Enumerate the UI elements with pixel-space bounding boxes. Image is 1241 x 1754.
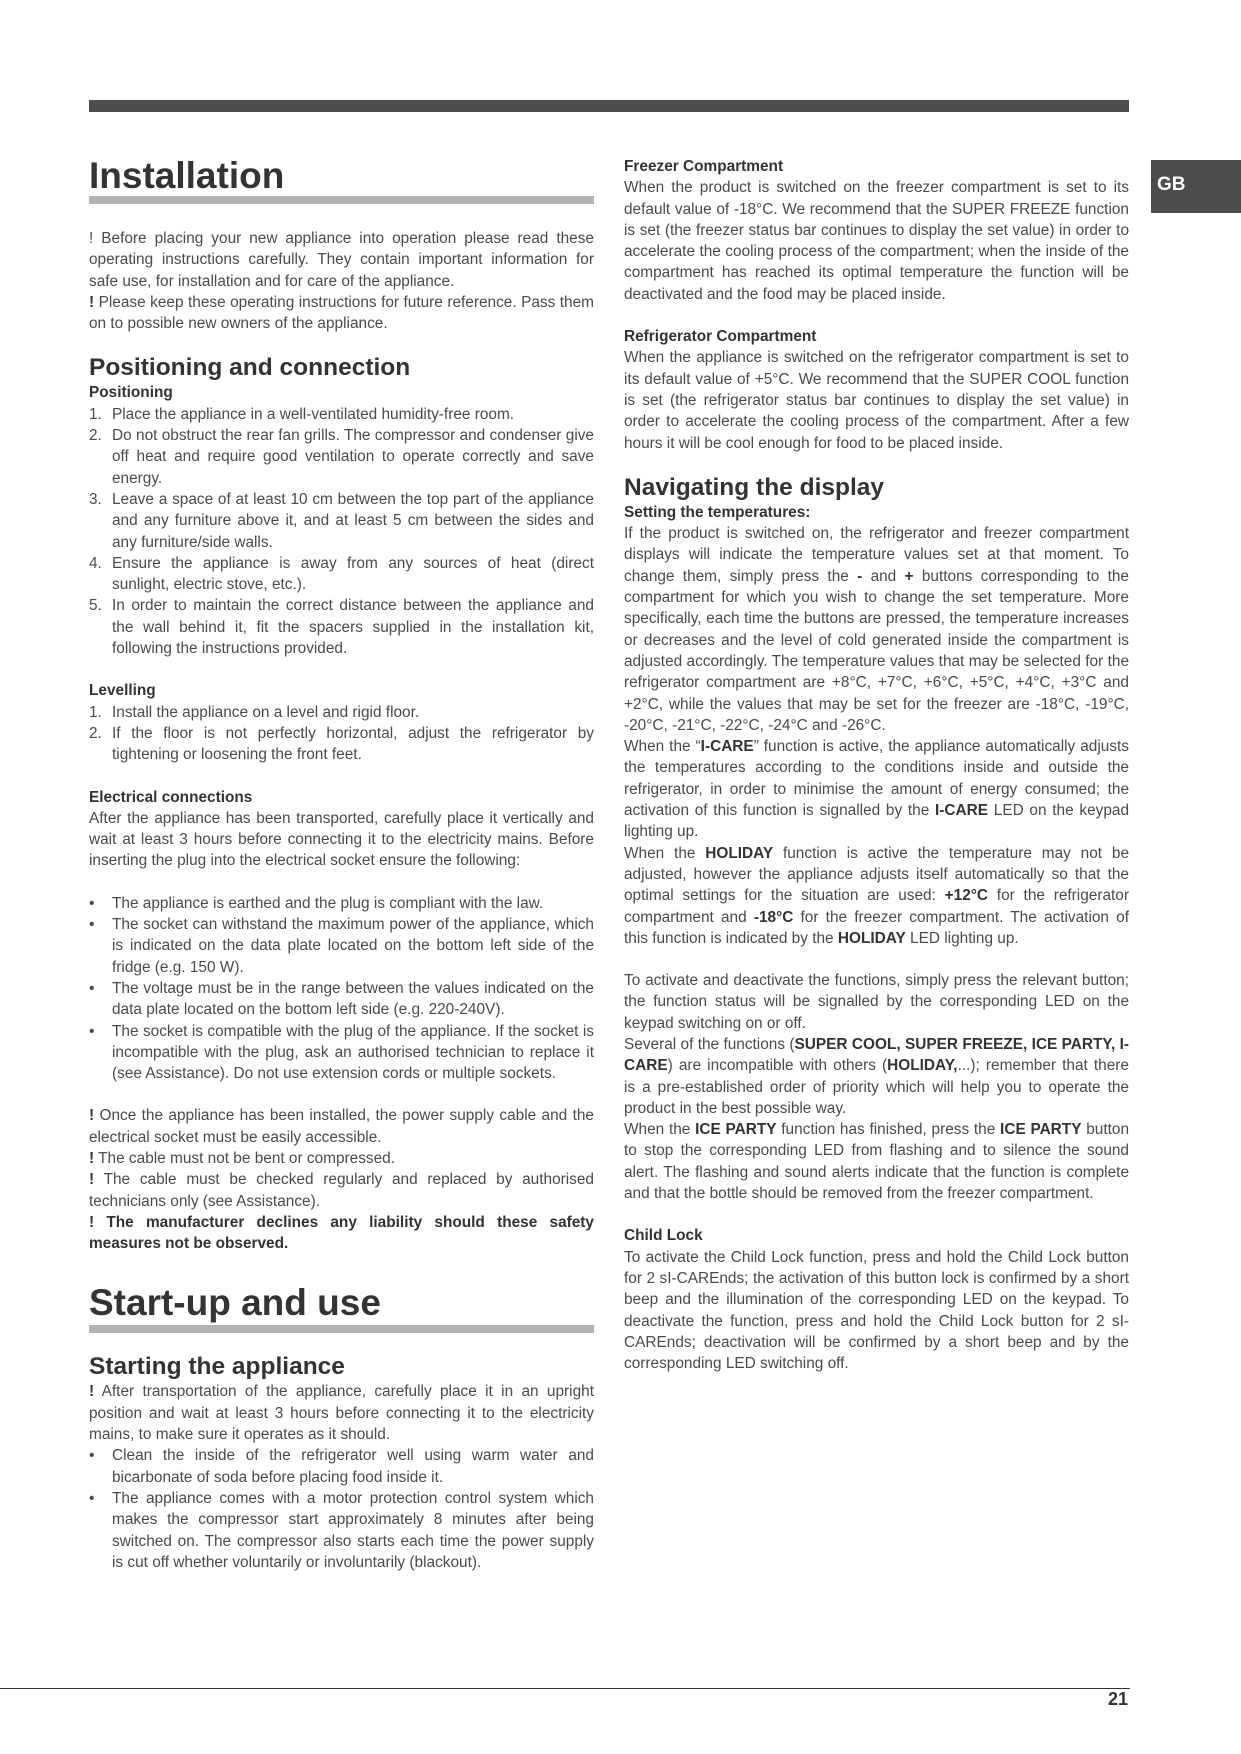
item-text: In order to maintain the correct distance between the appliance and the wall behind it, fit the spacers supplied in the installation kit, following the instructions provided. [112, 597, 594, 658]
starting-appliance-title: Starting the appliance [89, 1353, 345, 1381]
warning-mark: ! [89, 1107, 95, 1125]
left-column [89, 156, 594, 1573]
item-text: The appliance comes with a motor protection control system which makes the compressor start approximately 8 minutes after being switched on. The compressor also starts each time the power supply is cut off whether voluntarily or involuntarily (blackout). [112, 1489, 594, 1571]
text: When the [624, 1121, 696, 1139]
child-lock-text: To activate the Child Lock function, press and hold the Child Lock button for 2 sI-CAREnds; the activation of this button lock is confirmed by a short beep and the illumination of the corresponding LED on the keypad. To deactivate the function, press and hold the Child Lock button for 2 sI-CAREnds; deactivation will be confirmed by a short beep and by the corresponding LED switching off. [624, 1248, 1129, 1373]
navigating-p4: To activate and deactivate the functions, simply press the relevant button; the function status will be signalled by the corresponding LED on the keypad switching on or off. [624, 972, 1129, 1032]
item-text: The voltage must be in the range between the values indicated on the data plate located on the bottom left side (e.g. 220-240V). [112, 979, 594, 1019]
text: function is active the temperature may not be adjusted, however the appliance adjusts itself automatically so that the optimal settings for the situation are used: [624, 844, 1130, 905]
bullet: • [89, 1489, 95, 1507]
warning-3 [89, 1169, 594, 1212]
language-tab: GB [1151, 160, 1241, 213]
text: When the [624, 844, 706, 862]
page-number: 21 [1108, 1689, 1129, 1709]
positioning-connection-title: Positioning and connection [89, 354, 411, 382]
spacer [624, 949, 1129, 970]
spacer [89, 872, 594, 893]
item-number: 4. [89, 554, 102, 572]
item-number: 2. [89, 724, 102, 742]
list-item [89, 553, 594, 596]
item-text: Do not obstruct the rear fan grills. The compressor and condenser give off heat and require good ventilation to operate correctly and save energy. [112, 427, 594, 487]
levelling-title: Levelling [89, 682, 156, 700]
warning-2 [89, 1148, 594, 1169]
warning-text: Once the appliance has been installed, the power supply cable and the electrical socket must be easily accessible. [89, 1107, 594, 1146]
warning-mark: ! [89, 1383, 95, 1401]
item-text: Clean the inside of the refrigerator well using warm water and bicarbonate of soda before placing food inside it. [112, 1447, 594, 1486]
positioning-title: Positioning [89, 384, 173, 402]
text: ...); remember that there is a pre-established order of priority which will help you to operate the product in the best possible way. [624, 1057, 1129, 1117]
item-number: 3. [89, 490, 102, 508]
navigating-p1 [624, 523, 1129, 736]
text: If the product is switched on, the refrigerator and freezer compartment displays will indicate the temperature values set at that moment. To change them, simply press the [624, 525, 1129, 585]
warning-mark: ! [89, 1171, 95, 1189]
bullet: • [89, 979, 95, 997]
levelling-list [89, 702, 594, 766]
text: buttons corresponding to the compartment for which you wish to change the set temperature. More specifically, each time the buttons are pressed, the temperature increases or decreases and the level of cold generated inside the compartment is adjusted accordingly. The temperature values that may be selected for the refrigerator compartment are +8°C, +7°C, +6°C, +5°C, +4°C, +3°C and +2°C, while the values that may be set for the freezer are -18°C, -19°C, -20°C, -21°C, -22°C, -24°C and -26°C. [624, 567, 1129, 734]
bullet: • [89, 1022, 95, 1040]
bullet: • [89, 1447, 95, 1465]
text: and [862, 567, 905, 585]
item-text: If the floor is not perfectly horizontal, adjust the refrigerator by tightening or loosening the front feet. [112, 724, 594, 764]
functions-label: SUPER COOL, SUPER FREEZE, ICE PARTY, I-CARE [624, 1035, 1129, 1075]
warning-mark: ! [89, 293, 95, 311]
starting-list [89, 1445, 594, 1573]
item-text: The socket is compatible with the plug of the appliance. If the socket is incompatible with the plug, ask an authorised technician to replace it (see Assistance). Do not use extension cords or multiple sockets. [112, 1022, 594, 1083]
icare-label: I-CARE [700, 738, 754, 756]
temp-label: -18°C [753, 908, 794, 926]
text: LED on the keypad lighting up. [624, 802, 1130, 841]
ice-party-label: ICE PARTY [695, 1121, 777, 1139]
item-text: Install the appliance on a level and rigid floor. [112, 703, 420, 721]
text: for the refrigerator compartment and [624, 887, 1129, 926]
list-item [89, 404, 594, 425]
startup-title: Start-up and use [89, 1283, 594, 1333]
text: LED lighting up. [905, 929, 1019, 947]
electrical-title: Electrical connections [89, 788, 253, 806]
bullet: • [89, 916, 95, 934]
installation-title: Installation [89, 156, 594, 204]
warning-mark: ! [89, 1149, 95, 1167]
item-number: 2. [89, 427, 102, 445]
navigating-p2 [624, 736, 1129, 842]
plus-label: + [904, 567, 914, 585]
item-text: Ensure the appliance is away from any sources of heat (direct sunlight, electric stove, etc.). [112, 554, 594, 594]
warning-text: The cable must not be bent or compressed. [94, 1149, 395, 1167]
item-text: Place the appliance in a well-ventilated humidity-free room. [112, 405, 515, 423]
text: for the freezer compartment. The activation of this function is indicated by the [624, 908, 1130, 947]
spacer [89, 1084, 594, 1105]
navigating-p6 [624, 1119, 1129, 1204]
warning-1 [89, 1105, 594, 1148]
list-item [89, 489, 594, 553]
item-number: 1. [89, 703, 102, 721]
intro-2-text: Please keep these operating instructions for future reference. Pass them on to possible new owners of the appliance. [89, 293, 594, 333]
warning-text: The cable must be checked regularly and replaced by authorised technicians only (see Assistance). [89, 1171, 594, 1210]
freezer-title: Freezer Compartment [624, 158, 784, 175]
setting-temperatures-title: Setting the temperatures: [624, 503, 811, 521]
list-item [89, 425, 594, 489]
list-item [89, 1445, 594, 1488]
text: ) are incompatible with others ( [667, 1057, 888, 1075]
top-rule [89, 100, 1129, 112]
item-text: The socket can withstand the maximum power of the appliance, which is indicated on the data plate located on the bottom left side of the fridge (e.g. 150 W). [112, 916, 594, 976]
right-column [624, 156, 1129, 1374]
installation-intro-1: ! Before placing your new appliance into operation please read these operating instructions carefully. They contain important information for safe use, for installation and for care of the appliance. [89, 230, 594, 290]
text: When the “ [624, 738, 701, 756]
installation-intro-2 [89, 292, 594, 335]
temp-label: +12°C [944, 887, 989, 905]
item-text: Leave a space of at least 10 cm between the top part of the appliance and any furniture above it, and at least 5 cm between the sides and any furniture/side walls. [112, 490, 594, 551]
item-number: 1. [89, 405, 102, 423]
electrical-list [89, 893, 594, 1085]
refrigerator-title: Refrigerator Compartment [624, 328, 817, 346]
holiday-label: HOLIDAY [837, 929, 906, 947]
freezer-text: When the product is switched on the freezer compartment is set to its default value of -18°C. We recommend that the SUPER FREEZE function is set (the freezer status bar continues to display the set value) in order to accelerate the cooling process of the compartment; when the inside of the compartment has reached its optimal temperature the function will be deactivated and the food may be placed inside. [624, 179, 1129, 303]
warning-4: ! The manufacturer declines any liability should these safety measures not be observed. [89, 1213, 594, 1253]
ice-party-label: ICE PARTY [1000, 1121, 1082, 1139]
navigating-p5 [624, 1034, 1129, 1119]
child-lock-title: Child Lock [624, 1227, 703, 1245]
minus-label: - [857, 567, 863, 585]
text: ” function is active, the appliance automatically adjusts the temperatures according to the conditions inside and outside the refrigerator, in order to minimise the amount of energy consumed; the activation of this function is signalled by the [624, 738, 1129, 820]
bullet: • [89, 894, 95, 912]
text: Several of the functions ( [624, 1035, 795, 1053]
list-item [89, 914, 594, 978]
electrical-intro: After the appliance has been transported, carefully place it vertically and wait at least 3 hours before connecting it to the electricity mains. Before inserting the plug into the electrical socket ensure the following: [89, 809, 594, 870]
holiday-label: HOLIDAY [705, 844, 774, 862]
holiday-label: HOLIDAY, [887, 1057, 958, 1075]
list-item [89, 595, 594, 659]
text: button to stop the corresponding LED from flashing and to silence the sound alert. The flashing and sound alerts indicate that the function is complete and that the bottle should be removed from the freezer compartment. [624, 1121, 1130, 1203]
list-item [89, 1488, 594, 1573]
bottom-rule [0, 1688, 1130, 1689]
item-text: The appliance is earthed and the plug is compliant with the law. [112, 894, 544, 912]
refrigerator-text: When the appliance is switched on the refrigerator compartment is set to its default value of +5°C. We recommend that the SUPER COOL function is set (the refrigerator status bar continues to display the set value) in order to accelerate the cooling process of the compartment. After a few hours it will be cool enough for food to be placed inside. [624, 349, 1129, 452]
list-item [89, 723, 594, 766]
list-item [89, 1021, 594, 1085]
starting-intro [89, 1381, 594, 1445]
navigating-p3 [624, 843, 1129, 949]
text: function has finished, press the [776, 1121, 1001, 1139]
navigating-title: Navigating the display [624, 473, 885, 501]
positioning-list [89, 404, 594, 660]
starting-intro-text: After transportation of the appliance, carefully place it in an upright position and wait at least 3 hours before connecting it to the electricity mains, to make sure it operates as it should. [89, 1383, 594, 1444]
list-item [89, 893, 594, 914]
list-item [89, 702, 594, 723]
icare-label: I-CARE [935, 802, 989, 820]
list-item [89, 978, 594, 1021]
item-number: 5. [89, 597, 102, 615]
